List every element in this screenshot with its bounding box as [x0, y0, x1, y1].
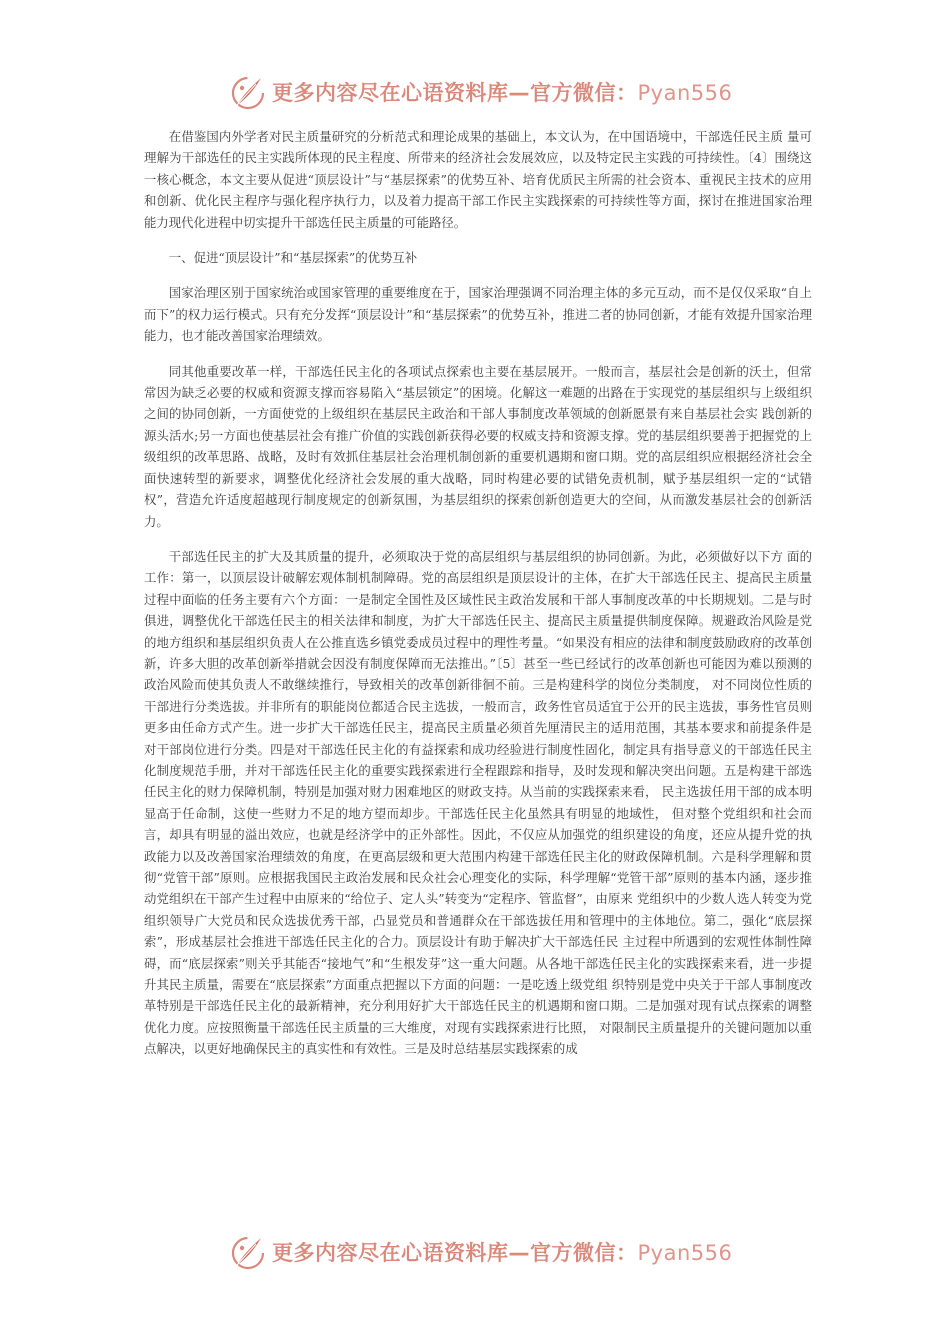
- paragraph-1: 在借鉴国内外学者对民主质量研究的分析范式和理论成果的基础上，本文认为，在中国语境中，干部选任民主质 量可理解为干部选任的民主实践所体现的民主程度、所带来的经济社会发展效应，以及特定民主实践的可持续性。〔4〕围绕这一核心概念，本文主要从促进“顶层设计”与“基层探索”的优势互补、培育优质民主所需的社会资本、重视民主技术的应用和创新、优化民主程序与强化程序执行力，以及着力提高干部工作民主实践探索的可持续性等方面，探讨在推进国家治理能力现代化进程中切实提升干部选任民主质量的可能路径。: [144, 129, 812, 230]
- banner-text: 更多内容尽在心语资料库—官方微信：Pyan556: [272, 81, 733, 105]
- section-1-heading: 一、促进“顶层设计”和“基层探索”的优势互补: [168, 250, 418, 266]
- feather-swirl-logo-icon: [228, 1232, 268, 1272]
- feather-swirl-logo-icon: [228, 72, 268, 112]
- paragraph-3: 同其他重要改革一样，干部选任民主化的各项试点探索也主要在基层展开。一般而言，基层社会是创新的沃土，但常常因为缺乏必要的权威和资源支撑而容易陷入“基层锁定”的困境。化解这一难题的出路在于实现党的基层组织与上级组织之间的协同创新，一方面使党的上级组织在基层民主政治和干部人事制度改革领域的创新愿景有来自基层社会实 践创新的源头活水;另一方面也使基层社会有推广价值的实践创新获得必要的权威支持和资源支撑。党的基层组织要善于把握党的上级组织的改革思路、战略，及时有效抓住基层社会治理机制创新的重要机遇期和窗口期。党的高层组织应根据经济社会全面快速转型的新要求，调整优化经济社会发展的重大战略，同时构建必要的试错免责机制，赋予基层组织一定的“试错权”，营造允许适度超越现行制度规定的创新氛围，为基层组织的探索创新创造更大的空间，从而激发基层社会的创新活力。: [144, 363, 812, 529]
- wechat-id: Pyan556: [637, 1241, 733, 1265]
- document-body: [144, 126, 812, 1074]
- banner-text: 更多内容尽在心语资料库—官方微信：Pyan556: [272, 1241, 733, 1265]
- wechat-id: Pyan556: [637, 81, 733, 105]
- footer-banner: [228, 1232, 748, 1272]
- paragraph-2: 国家治理区别于国家统治或国家管理的重要维度在于，国家治理强调不同治理主体的多元互动，而不是仅仅采取“自上而下”的权力运行模式。只有充分发挥“顶层设计”和“基层探索”的优势互补，推进二者的协同创新，才能有效提升国家治理能力，也才能改善国家治理绩效。: [144, 285, 812, 344]
- paragraph-4: 干部选任民主的扩大及其质量的提升，必须取决于党的高层组织与基层组织的协同创新。为此，必须做好以下方 面的工作：第一，以顶层设计破解宏观体制机制障碍。党的高层组织是顶层设计的主体，在扩大干部选任民主、提高民主质量过程中面临的任务主要有六个方面：一是制定全国性及区域性民主政治发展和干部人事制度改革的中长期规划。二是与时俱进，调整优化干部选任民主的相关法律和制度，为扩大干部选任民主、提高民主质量提供制度保障。规避政治风险是党的地方组织和基层组织负责人在公推直选乡镇党委成员过程中的理性考量。“如果没有相应的法律和制度鼓励政府的改革创新，许多大胆的改革创新举措就会因没有制度保障而无法推出。”〔5〕甚至一些已经试行的改革创新也可能因为难以预测的政治风险而使其负责人不敢继续推行，导致相关的改革创新徘徊不前。三是构建科学的岗位分类制度， 对不同岗位性质的干部进行分类选拔。并非所有的职能岗位都适合民主选拔，一般而言，政务性官员适宜于公开的民主选拔，事务性官员则更多由任命方式产生。进一步扩大干部选任民主，提高民主质量必须首先厘清民主的适用范围，其基本要求和前提条件是对干部岗位进行分类。四是对干部选任民主化的有益探索和成功经验进行制度性固化，制定具有指导意义的干部选任民主化制度规范手册，并对干部选任民主化的重要实践探索进行全程跟踪和指导，及时发现和解决突出问题。五是构建干部选任民主化的财力保障机制，特别是加强对财力困难地区的财政支持。从当前的实践探索来看， 民主选拔任用干部的成本明显高于任命制，这使一些财力不足的地方望而却步。干部选任民主化虽然具有明显的地域性， 但对整个党组织和社会而言，却具有明显的溢出效应，也就是经济学中的正外部性。因此，不仅应从加强党的组织建设的角度，还应从提升党的执政能力以及改善国家治理绩效的角度，在更高层级和更大范围内构建干部选任民主化的财政保障机制。六是科学理解和贯彻“党管干部”原则。应根据我国民主政治发展和民众社会心理变化的实际，科学理解“党管干部”原则的基本内涵，逐步推动党组织在干部产生过程中由原来的“给位子、定人头”转变为“定程序、管监督”，由原来 党组织中的少数人选人转变为党组织领导广大党员和民众选拔优秀干部，凸显党员和普通群众在干部选拔任用和管理中的主体地位。第二，强化“底层探索”，形成基层社会推进干部选任民主化的合力。顶层设计有助于解决扩大干部选任民 主过程中所遇到的宏观性体制性障碍，而“底层探索”则关乎其能否“接地气”和“生根发芽”这一重大问题。从各地干部选任民主化的实践探索来看，进一步提升其民主质量，需要在“底层探索”方面重点把握以下方面的问题：一是吃透上级党组 织特别是党中央关于干部人事制度改革特别是干部选任民主化的最新精神，充分利用好扩大干部选任民主的机遇期和窗口期。二是加强对现有试点探索的调整优化力度。应按照衡量干部选任民主质量的三大维度，对现有实践探索进行比照， 对限制民主质量提升的关键问题加以重点解决，以更好地确保民主的真实性和有效性。三是及时总结基层实践探索的成: [144, 548, 812, 1057]
- header-banner: [228, 72, 748, 112]
